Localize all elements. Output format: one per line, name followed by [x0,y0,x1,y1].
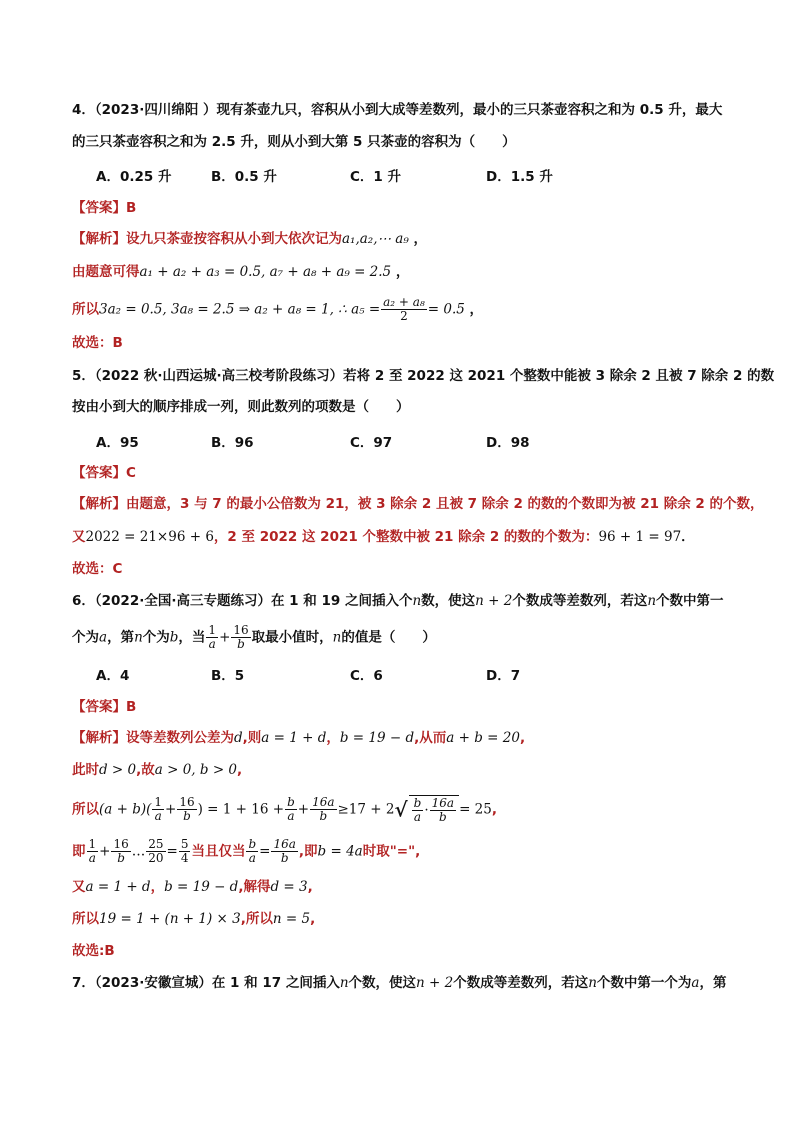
plus-sign: + [297,801,310,818]
q4-option-b: B．0.5 升 [211,169,277,185]
equals-sign: = [166,843,178,860]
q5-analysis-2-tail: ． [681,529,695,545]
fraction-numerator: 16a [273,837,296,851]
q4-analysis-line1 [72,229,427,249]
fraction-denominator: 4 [180,851,189,865]
q6-answer-value: B [126,699,137,715]
q4-answer-label: 【答案】 [72,200,126,216]
fraction-numerator: 1 [88,837,97,851]
fraction-numerator: 16 [179,795,195,809]
q4-analysis-line3 [72,296,483,323]
q6-analysis-text: 设等差数列公差为 [126,730,234,746]
q6-fraction [179,838,191,865]
fraction-denominator: 2 [400,309,408,323]
q6-analysis-text: , [237,762,243,778]
q5-option-c: C．97 [350,435,393,451]
fraction-numerator: 16 [233,623,249,637]
q6-stem-text: 个数成等差数列，若这 [512,593,648,609]
fraction-denominator: a [413,810,422,824]
q4-option-a: A．0.25 升 [96,169,172,185]
fraction-denominator: 20 [148,851,164,865]
q6-fraction [111,838,130,865]
q6-analysis-line1 [72,728,525,748]
q6-math-expr: b = 19 − d [164,879,239,895]
fraction-numerator: b [248,837,257,851]
q6-math-expr: ) = 1 + 16 + [197,801,285,818]
q6-math-expr: a > 0, b > 0 [154,762,238,778]
q6-stem-text: 的值是（ ） [341,629,436,646]
q4-analysis-line2 [72,262,409,282]
q6-fraction [152,796,164,823]
q4-answer [72,198,136,218]
q6-fraction [271,838,297,865]
q6-analysis-text: 所以 [72,911,99,927]
q5-option-b: B．96 [211,435,254,451]
q6-stem-text: 6．（2022·全国·高三专题练习）在 1 和 19 之间插入个 [72,593,413,609]
q6-analysis-text: 当且仅当 [191,843,246,860]
fraction-denominator: a [208,637,216,651]
fraction-numerator: 25 [148,837,164,851]
q6-option-a: A．4 [96,668,130,684]
q4-conclusion: 故选：B [72,335,123,351]
sqrt-sign: √ [394,797,408,822]
fraction-denominator: b [237,637,245,651]
q6-answer [72,697,136,717]
q4-analysis-3-tail: ， [464,301,484,318]
q6-math-expr: b = 19 − d [339,730,415,746]
q6-var-b: b [169,629,179,646]
q4-analysis-3-math2: = 0.5 [427,301,465,318]
plus-sign: + [165,801,177,818]
q5-analysis-2-mid: ，2 至 2022 这 2021 个整数中被 21 除余 2 的数的个数为： [213,529,599,545]
q6-analysis-text: , [307,879,313,895]
q6-stem-line2 [72,624,436,651]
q4-analysis-2-tail: ， [391,264,410,280]
q6-stem-line1 [72,591,724,611]
q4-analysis-1-tail: ， [408,231,427,247]
q5-option-d: D．98 [486,435,530,451]
q5-analysis-line2 [72,527,695,547]
q6-option-c: C．6 [350,668,383,684]
fraction-numerator: a₂ + a₈ [383,295,425,309]
q6-stem-text: 个数中第一 [656,593,724,609]
equals-sign: = [259,843,271,860]
plus-sign: + [99,843,111,860]
q6-fraction [285,796,297,823]
fraction-numerator: 5 [180,837,189,851]
fraction-numerator: b [287,795,295,809]
q4-analysis-3-fraction [381,296,427,323]
q7-var-n: n [339,975,349,991]
q5-answer [72,463,136,483]
q4-analysis-2-text: 由题意可得 [72,264,140,280]
q6-answer-label: 【答案】 [72,699,126,715]
q5-analysis-1: 由题意，3 与 7 的最小公倍数为 21，被 3 除余 2 且被 7 除余 2 的数的个数即为被 21 除余 2 的个数， [126,496,764,512]
q4-option-c: C．1 升 [350,169,402,185]
q5-analysis-2-math2: 96 + 1 = 97 [598,529,682,545]
q6-analysis-text: ,故 [136,762,155,778]
ellipsis: … [131,843,146,860]
q4-option-d: D．1.5 升 [486,169,553,185]
q6-analysis-text: ,即 [298,843,318,860]
q6-fraction [430,797,456,824]
q6-expr-n-plus-2: n + 2 [475,593,513,609]
q4-analysis-1-math: a₁,a₂,⋯ a₉ [342,231,409,247]
q6-math-expr: ≥17 + 2 [337,801,395,818]
q4-analysis-3-math: 3a₂ = 0.5, 3a₈ = 2.5 ⇒ a₂ + a₈ = 1, ∴ a₅ = [99,301,381,318]
q6-analysis-text: ， [150,879,165,895]
q6-math-expr: = 25 [459,801,492,818]
q6-var-n: n [412,593,422,609]
fraction-denominator: b [439,810,447,824]
q4-analysis-1-text: 设九只茶壶按容积从小到大依次记为 [126,231,342,247]
fraction-denominator: b [280,851,289,865]
q6-math-expr: a = 1 + d [261,730,327,746]
q6-fraction [87,838,99,865]
q6-stem-text: 取最小值时， [251,629,333,646]
q4-analysis-label: 【解析】 [72,231,126,247]
q6-math-expr: (a + b)( [99,801,152,818]
q6-stem-text: ，第 [107,629,135,646]
q6-analysis-text: , [519,730,526,746]
q6-fraction [310,796,336,823]
q6-var-n: n [134,629,143,646]
q5-analysis-label: 【解析】 [72,496,126,512]
q6-var-a: a [99,629,108,646]
q4-stem-line2: 的三只茶壶容积之和为 2.5 升，则从小到大第 5 只茶壶的容积为（ ） [72,134,516,150]
q6-var-n: n [647,593,657,609]
q6-analysis-line6 [72,909,315,929]
q4-analysis-3-text: 所以 [72,301,99,318]
fraction-denominator: a [287,809,295,823]
q5-analysis-line1 [72,494,764,514]
q7-stem-text: 个数，使这 [348,975,417,991]
q6-math-expr: a + b = 20 [446,730,520,746]
sqrt-radicand [409,795,459,824]
q6-analysis-text: ,从而 [414,730,447,746]
q6-option-d: D．7 [486,668,521,684]
fraction-denominator: a [88,851,96,865]
q6-analysis-text: , [491,801,497,818]
q7-stem-line1 [72,973,726,993]
q6-analysis-text: , [310,911,316,927]
q6-fraction [206,624,218,651]
q4-analysis-2-math: a₁ + a₂ + a₃ = 0.5, a₇ + a₈ + a₉ = 2.5 [139,264,392,280]
fraction-numerator: b [413,796,422,810]
q6-math-expr: d > 0 [99,762,137,778]
q6-math-expr: b = 4a [317,843,363,860]
q6-math-expr: n = 5 [272,911,311,927]
q6-analysis-line4 [72,838,420,865]
q6-math-expr: 19 = 1 + (n + 1) × 3 [99,911,241,927]
q6-math-expr: d = 3 [270,879,308,895]
q7-stem-text: ，第 [699,975,727,991]
q6-math-expr: a = 1 + d [85,879,151,895]
q6-analysis-line2 [72,760,242,780]
q5-answer-value: C [126,465,136,481]
q6-analysis-line5 [72,877,313,897]
q7-var-a: a [691,975,700,991]
q6-analysis-label: 【解析】 [72,730,126,746]
fraction-denominator: b [319,809,328,823]
fraction-numerator: 16 [113,837,129,851]
fraction-numerator: 1 [208,623,217,637]
q6-fraction [412,797,424,824]
q5-conclusion: 故选：C [72,561,123,577]
q5-analysis-2-math: 2022 = 21×96 + 6 [85,529,214,545]
q6-analysis-text: 此时 [72,762,99,778]
q7-var-n: n [588,975,597,991]
q6-analysis-text: ,则 [242,730,262,746]
q6-fraction [146,838,165,865]
fraction-denominator: b [183,809,191,823]
q6-analysis-text: 又 [72,879,86,895]
dot-operator: · [424,802,429,819]
q6-analysis-text: ， [326,730,340,746]
q6-fraction [231,624,250,651]
q6-var-n: n [332,629,342,646]
q7-stem-text: 个数成等差数列，若这 [453,975,589,991]
fraction-numerator: 16a [312,795,335,809]
q6-analysis-text: 即 [72,843,86,860]
fraction-numerator: 16a [431,796,455,810]
q6-fraction [246,838,258,865]
q6-var-d: d [234,730,243,746]
q4-answer-value: B [126,200,137,216]
fraction-numerator: 1 [154,795,163,809]
q5-stem-line2: 按由小到大的顺序排成一列，则此数列的项数是（ ） [72,399,410,415]
q6-conclusion: 故选:B [72,943,115,959]
q6-stem-text: ，当 [178,629,206,646]
q6-stem-text: 个为 [72,629,99,646]
q6-option-b: B．5 [211,668,245,684]
q7-stem-text: 7．（2023·安徽宣城）在 1 和 17 之间插入 [72,975,340,991]
q7-expr-n-plus-2: n + 2 [416,975,454,991]
q7-stem-text: 个数中第一个为 [596,975,692,991]
q6-analysis-text: 时取"=", [362,843,421,860]
fraction-denominator: a [154,809,162,823]
fraction-denominator: a [248,851,256,865]
q5-option-a: A．95 [96,435,139,451]
q6-analysis-text: ,所以 [240,911,273,927]
q6-analysis-text: ,解得 [238,879,271,895]
q6-stem-text: 数，使这 [421,593,476,609]
q5-stem-line1: 5．（2022 秋·山西运城·高三校考阶段练习）若将 2 至 2022 这 2021 个整数中能被 3 除余 2 且被 7 除余 2 的数 [72,368,775,384]
q5-answer-label: 【答案】 [72,465,126,481]
q6-fraction [177,796,196,823]
fraction-denominator: b [117,851,125,865]
q6-analysis-text: 所以 [72,801,99,818]
q4-stem-line1: 4．（2023·四川绵阳 ）现有茶壶九只，容积从小到大成等差数列，最小的三只茶壶容积之和为 0.5 升，最大 [72,102,723,118]
q6-analysis-line3 [72,795,497,824]
q6-stem-text: 个为 [142,629,170,646]
q5-analysis-2-text: 又 [72,529,86,545]
plus-sign: + [219,629,231,646]
